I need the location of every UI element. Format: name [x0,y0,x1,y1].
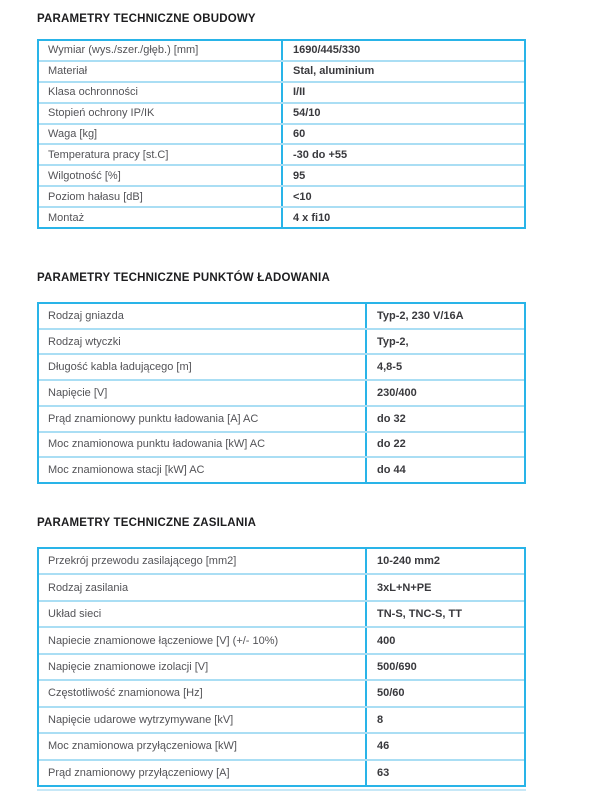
parameter-label: Klasa ochronności [48,86,138,99]
table-row [39,456,524,482]
table-row [39,304,524,328]
table-row [39,60,524,81]
parameter-label: Moc znamionowa przyłączeniowa [kW] [48,740,237,753]
table-row [39,431,524,457]
parameter-label: Moc znamionowa punktu ładowania [kW] AC [48,438,266,451]
table-row [39,143,524,164]
partial-next-table-top-border [37,789,526,791]
parameter-value: 63 [365,761,524,785]
table-row [39,353,524,379]
table-row [39,123,524,144]
table-row [39,759,524,785]
table-row [39,732,524,758]
parameter-value: -30 do +55 [281,145,524,164]
parameter-value: do 32 [365,407,524,431]
table-row [39,549,524,573]
parameter-value: do 44 [365,458,524,482]
parameter-value: 10-240 mm2 [365,549,524,573]
parameter-value: 60 [281,125,524,144]
table-row [39,41,524,60]
table-row [39,626,524,652]
parameter-value: 400 [365,628,524,652]
parameter-label: Waga [kg] [48,128,98,140]
parameter-value: 4 x fi10 [281,208,524,227]
parameter-label: Stopień ochrony IP/IK [48,107,155,120]
table-row [39,653,524,679]
section-heading-power-supply: PARAMETRY TECHNICZNE ZASILANIA [37,517,257,529]
spec-table-charging-points [37,302,526,484]
parameter-value: 8 [365,708,524,732]
parameter-label: Moc znamionowa stacji [kW] AC [48,464,205,477]
parameter-value: I/II [281,83,524,102]
parameter-value: <10 [281,187,524,206]
table-row [39,81,524,102]
spec-table-power-supply [37,547,526,787]
parameter-value: Typ-2, 230 V/16A [365,304,524,328]
table-row [39,573,524,599]
parameter-value: Typ-2, [365,330,524,354]
parameter-label: Temperatura pracy [st.C] [48,148,169,161]
table-row [39,102,524,123]
table-row [39,600,524,626]
table-row [39,206,524,227]
parameter-label: Długość kabla ładującego [m] [48,361,192,374]
parameter-label: Rodzaj gniazda [48,309,124,322]
parameter-value: 46 [365,734,524,758]
table-row [39,706,524,732]
parameter-label: Układ sieci [48,608,102,621]
section-heading-enclosure: PARAMETRY TECHNICZNE OBUDOWY [37,13,256,25]
table-row [39,164,524,185]
parameter-label: Przekrój przewodu zasilającego [mm2] [48,555,237,568]
parameter-label: Montaż [48,211,85,224]
parameter-label: Wilgotność [%] [48,169,121,182]
parameter-value: 500/690 [365,655,524,679]
parameter-value: 1690/445/330 [281,41,524,60]
table-row [39,405,524,431]
parameter-value: 50/60 [365,681,524,705]
parameter-value: Stal, aluminium [281,62,524,81]
parameter-value: 95 [281,166,524,185]
section-heading-charging-points: PARAMETRY TECHNICZNE PUNKTÓW ŁADOWANIA [37,272,330,284]
table-row [39,185,524,206]
parameter-label: Rodzaj zasilania [48,581,129,594]
parameter-label: Rodzaj wtyczki [48,335,121,348]
parameter-label: Prąd znamionowy przyłączeniowy [A] [48,766,230,779]
parameter-label: Materiał [48,65,88,78]
table-row [39,379,524,405]
parameter-label: Napiecie znamionowe łączeniowe [V] (+/- 10%) [48,634,279,647]
parameter-label: Częstotliwość znamionowa [Hz] [48,687,203,700]
parameter-label: Napięcie znamionowe izolacji [V] [48,660,209,673]
parameter-value: TN-S, TNC-S, TT [365,602,524,626]
parameter-value: 230/400 [365,381,524,405]
table-row [39,679,524,705]
parameter-value: do 22 [365,433,524,457]
parameter-label: Poziom hałasu [dB] [48,190,143,203]
parameter-label: Wymiar (wys./szer./głęb.) [mm] [48,44,199,57]
parameter-value: 4,8-5 [365,355,524,379]
parameter-label: Prąd znamionowy punktu ładowania [A] AC [48,412,259,425]
table-row [39,328,524,354]
parameter-value: 54/10 [281,104,524,123]
spec-table-enclosure [37,39,526,229]
parameter-value: 3xL+N+PE [365,575,524,599]
parameter-label: Napięcie [V] [48,387,108,400]
parameter-label: Napięcie udarowe wytrzymywane [kV] [48,713,234,726]
